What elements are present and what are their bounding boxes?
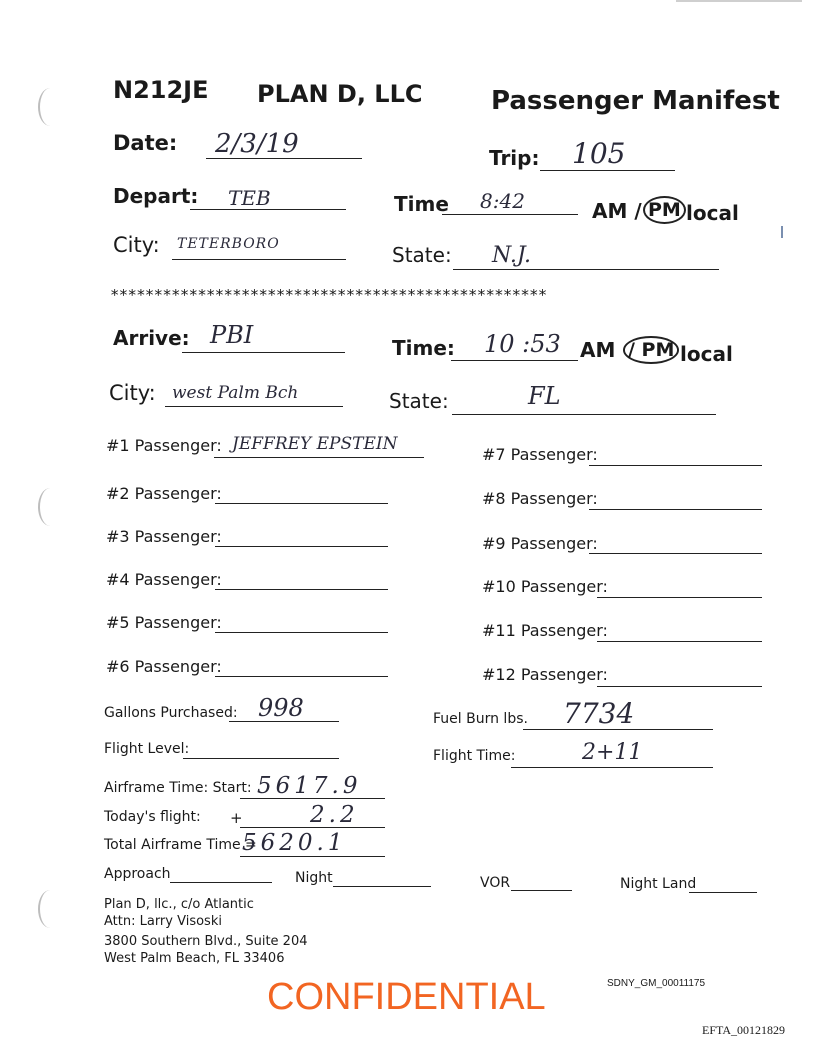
gallons-label: Gallons Purchased: bbox=[104, 705, 238, 721]
passenger-label: #8 Passenger: bbox=[482, 489, 598, 508]
passenger-line bbox=[597, 641, 762, 642]
depart-value: TEB bbox=[228, 186, 271, 210]
depart-state-value: N.J. bbox=[492, 243, 531, 268]
depart-local-text: local bbox=[686, 201, 739, 225]
total-airframe-line bbox=[240, 856, 385, 857]
passenger-label: #9 Passenger: bbox=[482, 534, 598, 553]
gallons-value: 998 bbox=[258, 694, 304, 722]
arrive-state-value: FL bbox=[528, 382, 561, 410]
todays-flight-line bbox=[240, 827, 385, 828]
passenger-value: JEFFREY EPSTEIN bbox=[232, 434, 398, 454]
depart-state-label: State: bbox=[392, 243, 452, 267]
flight-level-label: Flight Level: bbox=[104, 741, 190, 757]
passenger-line bbox=[589, 465, 762, 466]
passenger-line bbox=[597, 597, 762, 598]
arrive-local-text: local bbox=[680, 342, 733, 366]
depart-city-label: City: bbox=[113, 233, 160, 257]
depart-pm-circled: PM bbox=[643, 196, 686, 224]
arrive-time-label: Time: bbox=[392, 336, 455, 360]
arrive-line bbox=[182, 352, 345, 353]
depart-city-line bbox=[172, 259, 346, 260]
trip-line bbox=[540, 170, 675, 171]
depart-label: Depart: bbox=[113, 184, 199, 208]
date-label: Date: bbox=[113, 131, 178, 155]
flight-time-line bbox=[511, 767, 713, 768]
arrive-time-line bbox=[451, 360, 578, 361]
binder-hole-middle bbox=[38, 488, 62, 526]
arrive-value: PBI bbox=[210, 321, 254, 349]
passenger-line bbox=[215, 503, 388, 504]
airframe-start-value: 5617.9 bbox=[257, 773, 362, 799]
arrive-time-value: 10 :53 bbox=[484, 330, 561, 358]
date-value: 2/3/19 bbox=[215, 129, 299, 159]
tail-number: N212JE bbox=[113, 76, 209, 104]
passenger-label: #1 Passenger: bbox=[106, 436, 222, 455]
todays-flight-label: Today's flight: bbox=[104, 809, 201, 825]
vor-line bbox=[511, 890, 572, 891]
company-name: PLAN D, LLC bbox=[257, 80, 423, 108]
page-title: Passenger Manifest bbox=[491, 86, 780, 116]
arrive-pm-circled: / PM bbox=[623, 336, 679, 364]
passenger-line bbox=[589, 509, 762, 510]
depart-state-line bbox=[453, 269, 719, 270]
passenger-label: #10 Passenger: bbox=[482, 577, 608, 596]
night-label: Night bbox=[295, 870, 333, 886]
arrive-state-line bbox=[452, 414, 716, 415]
total-airframe-value: 5620.1 bbox=[242, 830, 347, 856]
night-land-label: Night Land bbox=[620, 876, 697, 892]
fuel-burn-label: Fuel Burn lbs. bbox=[433, 711, 528, 727]
binder-hole-top bbox=[38, 88, 62, 126]
asterisk-divider: ************************************************** bbox=[110, 286, 547, 304]
date-line bbox=[206, 158, 362, 159]
passenger-label: #12 Passenger: bbox=[482, 665, 608, 684]
total-airframe-label: Total Airframe Time = bbox=[104, 837, 257, 853]
airframe-start-line bbox=[240, 798, 385, 799]
depart-time-label: Time bbox=[394, 192, 449, 216]
arrive-state-label: State: bbox=[389, 389, 449, 413]
fuel-burn-value: 7734 bbox=[563, 697, 635, 730]
passenger-line bbox=[215, 632, 388, 633]
passenger-label: #3 Passenger: bbox=[106, 527, 222, 546]
flight-time-label: Flight Time: bbox=[433, 748, 516, 764]
approach-label: Approach bbox=[104, 866, 171, 882]
efta-number: EFTA_00121829 bbox=[702, 1023, 786, 1037]
arrive-city-label: City: bbox=[109, 381, 156, 405]
passenger-label: #11 Passenger: bbox=[482, 621, 608, 640]
fuel-burn-line bbox=[523, 729, 713, 730]
trip-value: 105 bbox=[572, 137, 626, 170]
passenger-line bbox=[597, 686, 762, 687]
depart-time-value: 8:42 bbox=[480, 189, 525, 213]
flight-time-value: 2+11 bbox=[582, 740, 643, 765]
night-land-line bbox=[689, 892, 757, 893]
flight-level-line bbox=[183, 758, 339, 759]
gallons-line bbox=[229, 721, 339, 722]
arrive-city-value: west Palm Bch bbox=[172, 383, 299, 403]
arrive-label: Arrive: bbox=[113, 326, 190, 350]
todays-flight-plus: + bbox=[230, 809, 243, 827]
arrive-city-line bbox=[165, 406, 343, 407]
depart-am-text: AM / bbox=[592, 199, 642, 223]
todays-flight-value: 2.2 bbox=[310, 802, 359, 828]
depart-city-value: TETERBORO bbox=[177, 236, 280, 252]
passenger-line bbox=[215, 676, 388, 677]
passenger-label: #5 Passenger: bbox=[106, 613, 222, 632]
passenger-line bbox=[214, 457, 424, 458]
address-line: 3800 Southern Blvd., Suite 204 bbox=[104, 934, 308, 949]
vor-label: VOR bbox=[480, 875, 511, 891]
passenger-label: #2 Passenger: bbox=[106, 484, 222, 503]
address-line: Plan D, llc., c/o Atlantic bbox=[104, 897, 254, 912]
passenger-label: #6 Passenger: bbox=[106, 657, 222, 676]
scan-mark bbox=[781, 226, 783, 238]
scan-edge-line bbox=[676, 0, 802, 2]
address-line: Attn: Larry Visoski bbox=[104, 914, 222, 929]
passenger-label: #7 Passenger: bbox=[482, 445, 598, 464]
approach-line bbox=[170, 882, 272, 883]
binder-hole-bottom bbox=[38, 890, 62, 928]
trip-label: Trip: bbox=[489, 146, 540, 170]
address-line: West Palm Beach, FL 33406 bbox=[104, 951, 285, 966]
passenger-line bbox=[215, 589, 388, 590]
night-line bbox=[333, 886, 431, 887]
depart-line bbox=[190, 209, 346, 210]
bates-number: SDNY_GM_00011175 bbox=[607, 978, 706, 989]
passenger-line bbox=[589, 553, 762, 554]
depart-time-line bbox=[442, 214, 578, 215]
arrive-am-text: AM bbox=[580, 338, 616, 362]
passenger-line bbox=[215, 546, 388, 547]
passenger-label: #4 Passenger: bbox=[106, 570, 222, 589]
airframe-start-label: Airframe Time: Start: bbox=[104, 780, 252, 796]
confidential-stamp: CONFIDENTIAL bbox=[267, 976, 546, 1018]
